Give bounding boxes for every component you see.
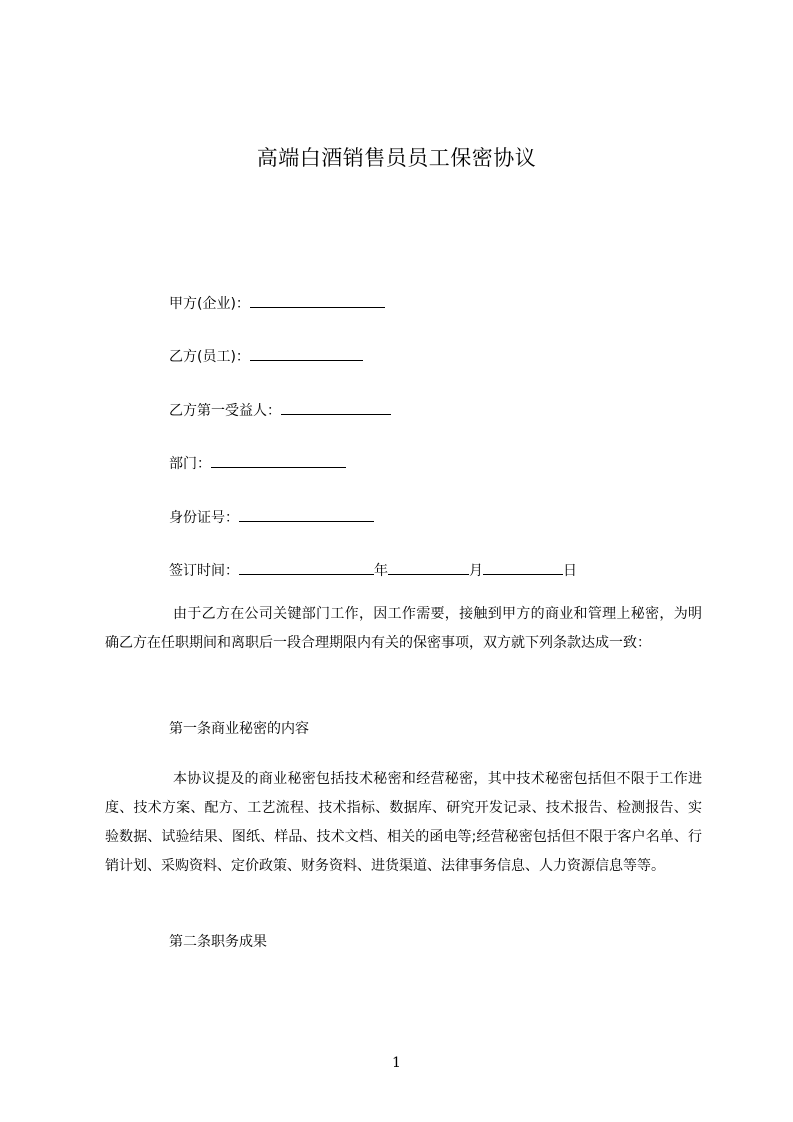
document-title: 高端白酒销售员员工保密协议 [256, 146, 537, 170]
beneficiary-label: 乙方第一受益人： [169, 403, 281, 419]
department-label: 部门： [169, 456, 211, 472]
department-blank[interactable] [211, 452, 346, 468]
article-2-heading: 第二条职务成果 [169, 934, 267, 950]
party-b-label: 乙方(员工)： [169, 349, 250, 365]
sign-time-label: 签订时间： [169, 563, 239, 579]
id-number-blank[interactable] [239, 506, 374, 522]
department-field [169, 452, 346, 474]
id-number-field [169, 506, 374, 528]
page-number: 1 [392, 1055, 401, 1071]
sign-year-blank[interactable] [239, 559, 374, 575]
intro-paragraph: 由于乙方在公司关键部门工作，因工作需要，接触到甲方的商业和管理上秘密，为明确乙方在任职期间和离职后一段合理期限内有关的保密事项，双方就下列条款达成一致： [105, 606, 702, 651]
article-1-body: 本协议提及的商业秘密包括技术秘密和经营秘密，其中技术秘密包括但不限于工作进度、技术方案、配方、工艺流程、技术指标、数据库、研究开发记录、技术报告、检测报告、实验数据、试验结果、图纸、样品、技术文档、相关的函电等;经营秘密包括但不限于客户名单、行销计划、采购资料、定价政策、财务资料、进货渠道、法律事务信息、人力资源信息等等。 [105, 771, 702, 874]
sign-month-blank[interactable] [388, 559, 469, 575]
month-label: 月 [469, 563, 483, 579]
party-b-blank[interactable] [250, 345, 363, 361]
beneficiary-field [169, 399, 391, 421]
party-b-field [169, 345, 363, 367]
party-a-field [169, 292, 385, 314]
day-label: 日 [563, 563, 577, 579]
article-1-heading: 第一条商业秘密的内容 [169, 721, 309, 737]
party-a-label: 甲方(企业)： [169, 296, 250, 312]
party-a-blank[interactable] [250, 292, 385, 308]
year-label: 年 [374, 563, 388, 579]
beneficiary-blank[interactable] [281, 399, 391, 415]
id-number-label: 身份证号： [169, 510, 239, 526]
sign-day-blank[interactable] [483, 559, 563, 575]
sign-time-field [169, 559, 577, 581]
